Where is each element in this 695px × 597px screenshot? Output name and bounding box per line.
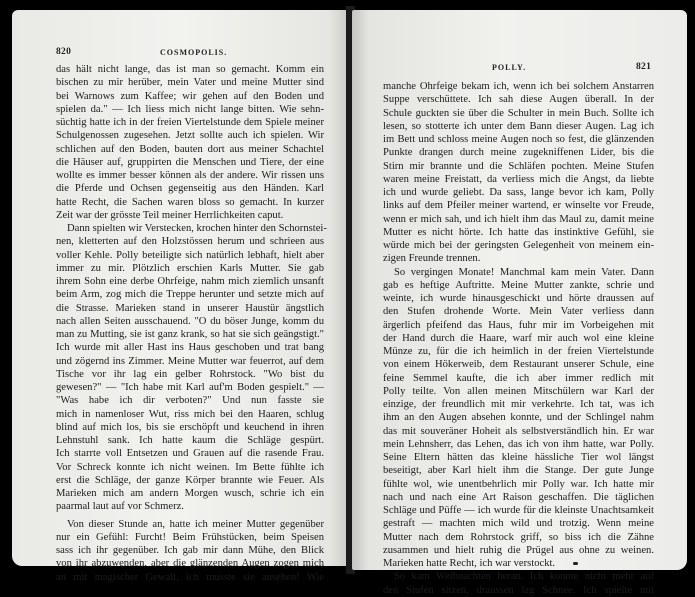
text-line: und zögernd ins Zimmer. Meine Mutter war feuerrot, auf dem (56, 355, 324, 367)
text-line: So vergingen Monate! Manchmal kam mein Vater. Dann (394, 266, 654, 278)
text-line: bischen zu mir herüber, mein Vater und meine Mutter sind (56, 77, 324, 89)
text-line: paarmal laut auf vor Schmerz. (56, 501, 184, 513)
text-line: schlichen auf den Boden, bauten dort aus meiner Schachtel (56, 143, 324, 155)
text-line: spielen da." — Ich liess mich nicht lange bitten. Wie sehn- (56, 103, 324, 115)
text-line: So kam Weihnachten heran. Ich konnte nicht mehr auf (394, 571, 654, 583)
text-line: Punkte drangen durch meine zugekniffenen Lider, bis die (383, 147, 654, 159)
text-line: beim Arm, zog mich die Treppe herunter und setzte mich auf (56, 289, 324, 301)
text-line: ihm an den Augen absehen konnte, und der Schlingel nahm (383, 412, 654, 424)
page-number: 820 (56, 47, 72, 57)
text-line: mich in namenloser Wut, riss mich bei den Haaren, schlug (56, 408, 324, 420)
text-line: Marieken hatte Recht, ich war verstockt. (383, 558, 556, 569)
text-line: süchtig hatte ich in der freien Viertelstunde dem Spiele meiner (56, 117, 324, 128)
text-line: hatte Recht, die Sachen waren bloss so gemacht. In kurzer (56, 196, 324, 208)
text-line: waren meine Freistatt, da verliess mich die Angst, da liebte (383, 173, 654, 185)
text-line: das hält nicht lange, das ist man so gemacht. Komm ein (56, 64, 324, 75)
ink-mark (573, 562, 578, 565)
text-line: ärgerlich pfeifend das Haus, fuhr mir im Vorbeigehen mit (383, 319, 654, 331)
text-line: wenn er mich sah, und ich hielt ihm das Maul zu, damit meine (383, 213, 654, 225)
text-line: man zu Mutting, sie ist ganz krank, so hat sie sich geängstigt." (56, 329, 324, 340)
text-line: Von dieser Stunde an, hatte ich meiner Mutter gegenüber (67, 518, 324, 530)
text-line: links auf dem Pfeiler meiner wartend, er winselte vor Freude, (383, 200, 654, 212)
text-line: Ich wurde mit aller Hast ins Haus geschoben und trat bang (56, 342, 324, 354)
text-line: Münze zu, für die ich heimlich in der freien Viertelstunde (383, 346, 654, 357)
text-line: blind auf mich los, bis sie erschöpft und keuchend in ihren (56, 421, 324, 433)
text-line: die Häuser auf, gruppirten die Menschen und Tiere, der eine (56, 156, 324, 168)
text-line: Mutter nach dem Rohrstock griff, so biss ich die Zähne (383, 531, 654, 543)
text-line: Tische vor ihr lag ein gelber Rohrstock. "Wo bist du (56, 368, 324, 380)
text-line: wollte es immer besser können als der andere. Wir rissen uns (56, 170, 324, 181)
text-line: feine Semmel kaufte, die ich aber immer redlich mit (383, 372, 654, 384)
text-line: an mit magischer Gewalt, ich musste sie ansehen! Wie (56, 571, 324, 583)
text-line: lesen, so stotterte ich unter dem Bann dieser Augen. Lag ich (383, 120, 654, 132)
text-line: ich und wurde geliebt. Da sass, lange bevor ich kam, Polly (383, 187, 654, 198)
text-line: Dann spielten wir Verstecken, krochen hinter den Schornstei- (67, 223, 327, 234)
text-line: Lehnstuhl sank. Ich hatte kaum die Schläge gespürt. (56, 435, 324, 446)
text-line: Ich starrte voll Entsetzen und Grauen auf die rasende Frau. (56, 448, 324, 460)
text-line: den Stufen drohende Worte. Mein Vater verliess dann (383, 306, 654, 318)
text-line: Vor Schreck konnte ich nicht weinen. Im Bette fühlte ich (56, 461, 324, 473)
text-line: voller Kehle. Polly beteiligte sich natürlich lebhaft, hielt aber (56, 249, 324, 261)
text-line: die Strasse. Marieken stand in unserer Haustür ängstlich (56, 302, 324, 314)
text-line: nach allen Seiten ausschauend. "O du böser Junge, komm du (56, 315, 324, 327)
text-line: im Bett und schloss meine Augen noch so fest, die glänzenden (383, 134, 654, 145)
text-line: Seine Eltern hätten das kleine hässliche Tier wol längst (383, 452, 654, 463)
text-line: mein Lehnsherr, das Lehen, das ich von ihm hatte, war Polly. (383, 438, 654, 450)
text-line: zigen Freunde trennen. (383, 253, 481, 265)
text-line: nur ein Gefühl: Furcht! Beim Frühstücken, beim Speisen (56, 531, 324, 543)
text-line: erst die Schläge, der ganze Körper brannte wie Feuer. Als (56, 474, 324, 486)
text-line: würde mich bei der geringsten Gelegenheit von meinem ein- (383, 240, 654, 251)
text-line: gewesen?" — "Ich habe mit Karl auf'm Boden gespielt." — (56, 382, 324, 393)
text-line: fühlte wol, wie unentbehrlich mir Polly war. Ich hatte mir (383, 478, 654, 490)
text-line: Polly teilte. Von allen meinen Mitschülern war Karl der (383, 385, 654, 397)
text-line: gestraft — machten mich wild und trotzig. Wenn meine (383, 518, 654, 530)
text-line: weinte, ich wurde hinausgeschickt und hörte draussen auf (383, 293, 654, 304)
text-line: nach und nach eine Art Raison geschaffen. Die täglichen (383, 491, 654, 503)
text-line: das mit souveräner Hoheit als selbstverständlich hin. Er war (383, 425, 654, 437)
text-line: den Stufen sitzen, draussen lag Schnee. Ich spielte mit (383, 584, 654, 596)
text-line: Zeit war der grösste Teil meiner Herrlichkeiten caput. (56, 209, 284, 221)
text-line: einzige, der freundlich mit mir verkehrte. Ich tat, was ich (383, 399, 654, 410)
text-line: von einem Hökerweib, dem Restaurant unserer Schule, eine (383, 359, 654, 371)
text-line: Schule guckten sie über die Schulter in mein Buch. Sollte ich (383, 107, 654, 119)
text-line: sass ich ihr gegenüber. Ich gab mir dann Mühe, den Blick (56, 545, 324, 556)
text-line: Schläge und Püffe — ich wurde für die kleinste Unachtsamkeit (383, 505, 654, 516)
text-line: "Was habe ich dir verboten?" Und nun fasste sie (56, 395, 324, 407)
text-line: Schulgenossen zugesehen. Jetzt sollte auch ich spielen. Wir (56, 130, 324, 142)
right-page-body (383, 80, 654, 597)
left-page-body (56, 63, 327, 584)
text-line: von ihr abzuwenden, aber die glänzenden Augen zogen mich (56, 558, 324, 570)
text-line: Stirn mir brannte und die Schläfen pochten. Meine Stufen (383, 160, 654, 172)
text-line: Suppe verschüttete. Ich sah diese Augen überall. In der (383, 94, 654, 106)
text-line: immer zu mir. Plötzlich erschien Karls Mutter. Sie gab (56, 262, 324, 274)
text-line: ihrem Sohn eine derbe Ohrfeige, nahm mich ziemlich unsanft (56, 276, 324, 287)
text-line: manche Ohrfeige bekam ich, wenn ich bei solchem Anstarren (383, 81, 654, 92)
text-line: zusammen und hielt ruhig die Prügel aus ohne zu weinen. (383, 544, 654, 556)
text-line: Mutter es nicht hörte. Ich hatte das instinktive Gefühl, sie (383, 226, 654, 238)
text-line: beseitigt, aber Karl hielt ihm die Stange. Der gute Junge (383, 465, 654, 477)
text-line: die Pferde und Ochsen gegenseitig aus den Händen. Karl (56, 183, 324, 195)
text-line: der Hand durch die Haare, warf mir auch wol eine kleine (383, 332, 654, 344)
running-head: COSMOPOLIS. (160, 48, 228, 57)
text-line: bei Warnows zum Kaffee; wir gehen auf den Boden und (56, 90, 324, 102)
text-line: Marieken mich am andern Morgen wusch, schrie ich ein (56, 488, 324, 499)
page-number: 821 (636, 62, 652, 72)
text-line: gab es heftige Auftritte. Meine Mutter zankte, schrie und (383, 279, 654, 291)
running-head: POLLY. (492, 63, 527, 72)
text-line: nen, kletterten auf den Holzstössen herum und schrieen aus (56, 236, 324, 248)
